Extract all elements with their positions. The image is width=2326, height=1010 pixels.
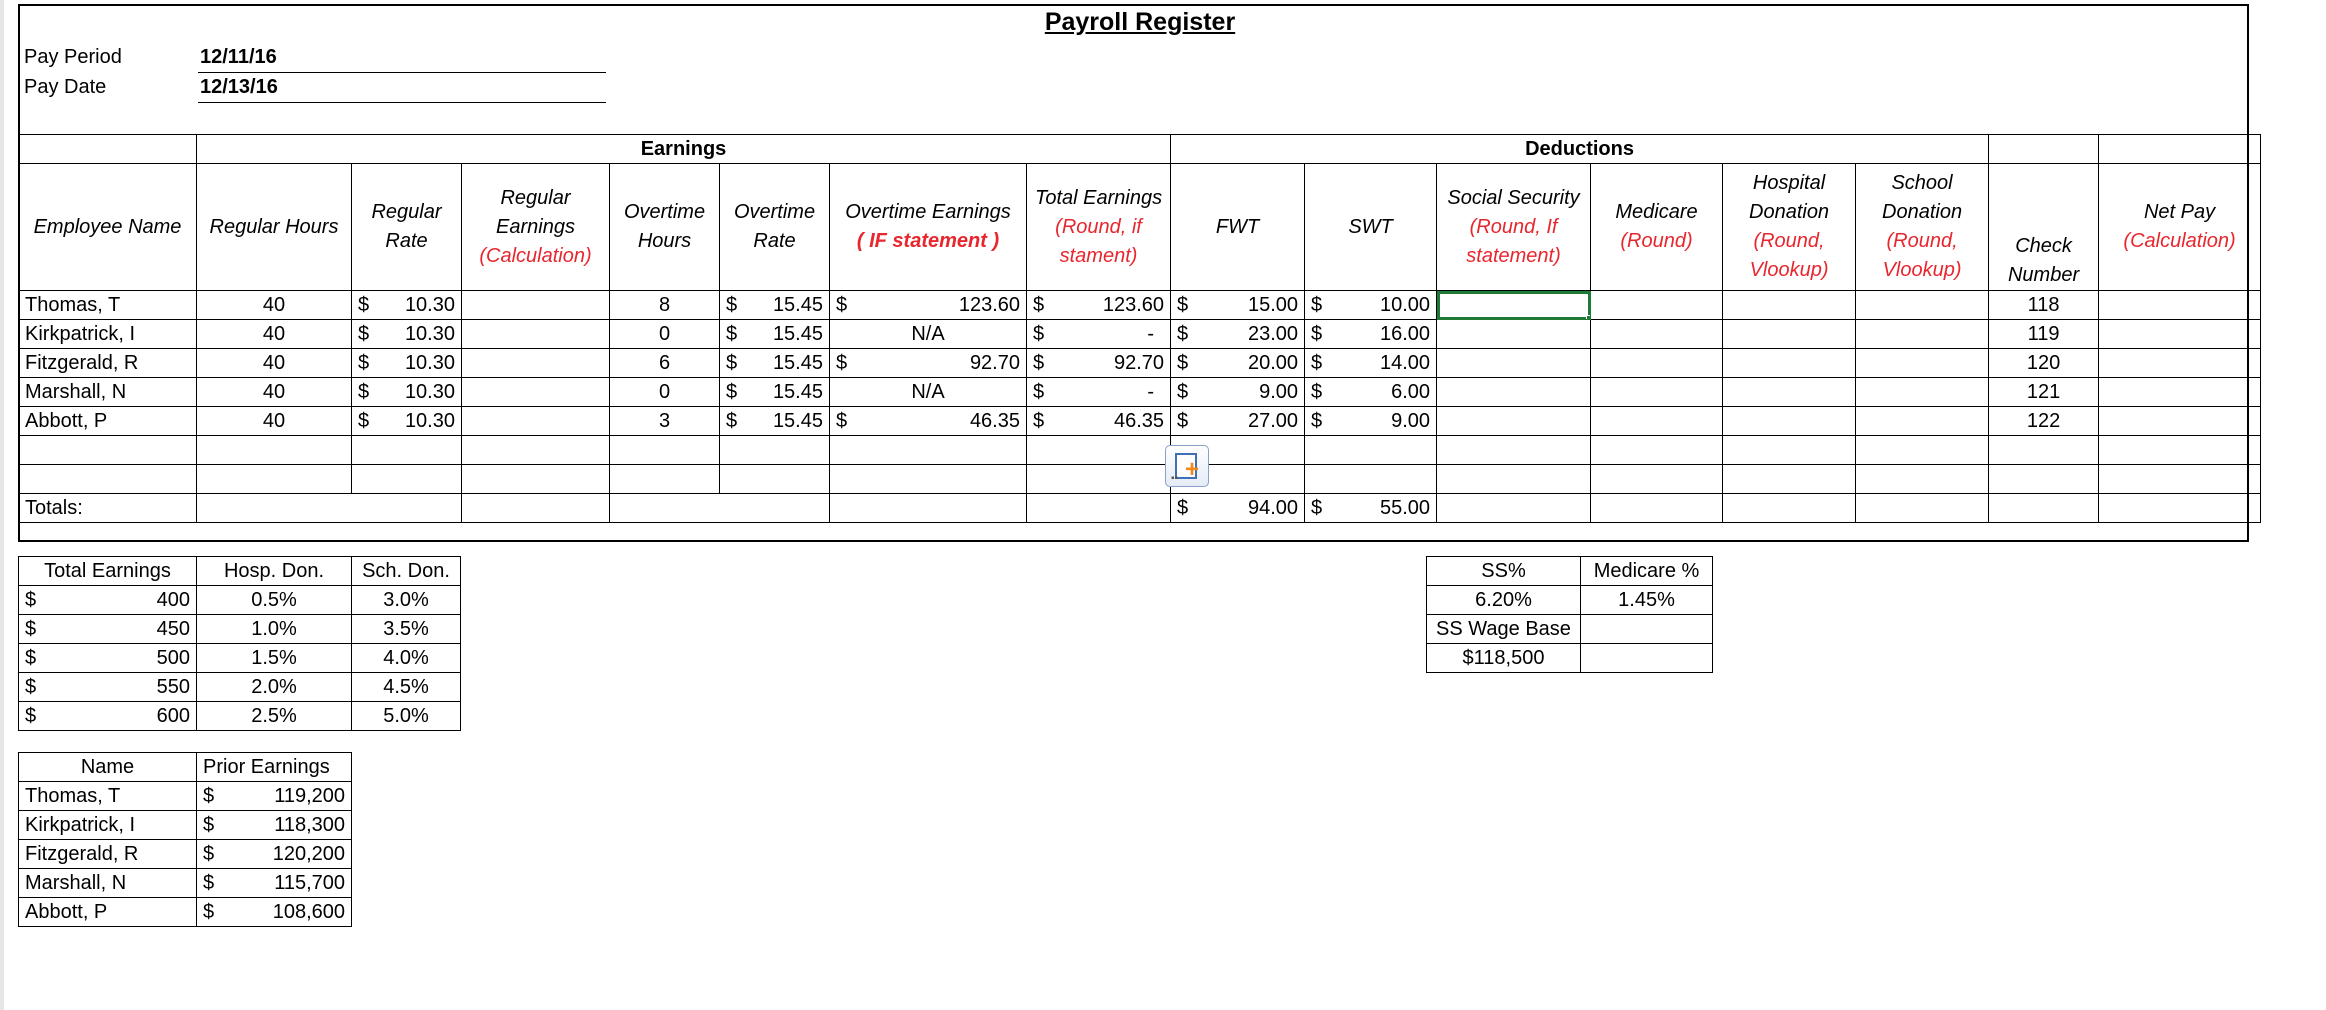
- fwt-cell[interactable]: $ 9.00: [1171, 378, 1305, 407]
- total-fwt[interactable]: $ 94.00: [1171, 494, 1305, 523]
- overtime-earnings-cell[interactable]: $ 92.70: [830, 349, 1027, 378]
- employee-name-cell[interactable]: Thomas, T: [19, 291, 197, 320]
- prior-header-earnings: Prior Earnings: [197, 753, 352, 782]
- pay-period-label: Pay Period: [24, 46, 122, 68]
- prior-amount-cell[interactable]: $ 108,600: [197, 898, 352, 927]
- check-number-cell[interactable]: 120: [1989, 349, 2099, 378]
- regular-rate-cell[interactable]: $ 10.30: [352, 320, 462, 349]
- page-title: Payroll Register: [1044, 8, 1236, 36]
- wage-base-value[interactable]: $118,500: [1427, 644, 1581, 673]
- net-pay-cell[interactable]: [2099, 320, 2261, 349]
- table-row: [19, 378, 2261, 407]
- school-donation-cell[interactable]: [1856, 378, 1989, 407]
- plus-icon: +: [1185, 456, 1200, 483]
- donation-earnings-cell[interactable]: $ 600: [19, 702, 197, 731]
- swt-cell[interactable]: $ 16.00: [1305, 320, 1437, 349]
- table-row: [19, 320, 2261, 349]
- deductions-group-header: Deductions: [1171, 135, 1989, 164]
- swt-cell[interactable]: $ 9.00: [1305, 407, 1437, 436]
- total-regular-earnings[interactable]: [462, 494, 610, 523]
- medicare-cell[interactable]: [1591, 320, 1723, 349]
- overtime-rate-cell[interactable]: $ 15.45: [720, 291, 830, 320]
- total-medicare[interactable]: [1591, 494, 1723, 523]
- overtime-hours-cell[interactable]: 6: [610, 349, 720, 378]
- hospital-donation-cell[interactable]: [1723, 407, 1856, 436]
- header-regular-hours[interactable]: Regular Hours: [197, 164, 352, 291]
- selected-cell[interactable]: [1437, 291, 1591, 320]
- dots-icon: ▪▪: [1171, 473, 1179, 484]
- prior-name-cell[interactable]: Fitzgerald, R: [19, 840, 197, 869]
- overtime-earnings-cell[interactable]: $ 123.60: [830, 291, 1027, 320]
- pay-period-underline: [198, 72, 606, 73]
- prior-name-cell[interactable]: Marshall, N: [19, 869, 197, 898]
- check-number-cell[interactable]: 118: [1989, 291, 2099, 320]
- hospital-donation-cell[interactable]: [1723, 349, 1856, 378]
- donation-earnings-cell[interactable]: $ 550: [19, 673, 197, 702]
- hosp-pct-cell[interactable]: 0.5%: [197, 586, 352, 615]
- overtime-rate-cell[interactable]: $ 15.45: [720, 407, 830, 436]
- table-row: [19, 898, 352, 927]
- regular-rate-cell[interactable]: $ 10.30: [352, 349, 462, 378]
- donation-lookup-table: [18, 556, 461, 731]
- check-number-cell[interactable]: 119: [1989, 320, 2099, 349]
- regular-earnings-cell[interactable]: [462, 349, 610, 378]
- regular-rate-cell[interactable]: $ 10.30: [352, 407, 462, 436]
- overtime-earnings-cell[interactable]: N/A: [830, 320, 1027, 349]
- header-overtime-hours[interactable]: Overtime Hours: [610, 164, 720, 291]
- school-donation-cell[interactable]: [1856, 407, 1989, 436]
- total-social-security[interactable]: [1437, 494, 1591, 523]
- pay-date-label: Pay Date: [24, 76, 107, 98]
- regular-hours-cell[interactable]: 40: [197, 349, 352, 378]
- social-security-cell[interactable]: [1437, 407, 1591, 436]
- header-fwt[interactable]: FWT: [1171, 164, 1305, 291]
- hosp-pct-cell[interactable]: 2.5%: [197, 702, 352, 731]
- regular-rate-cell[interactable]: $ 10.30: [352, 291, 462, 320]
- prior-amount-cell[interactable]: $ 118,300: [197, 811, 352, 840]
- sch-pct-cell[interactable]: 4.0%: [352, 644, 461, 673]
- sch-pct-cell[interactable]: 3.0%: [352, 586, 461, 615]
- ss-pct-value[interactable]: 6.20%: [1427, 586, 1581, 615]
- header-overtime-rate[interactable]: Overtime Rate: [720, 164, 830, 291]
- regular-earnings-cell[interactable]: [462, 320, 610, 349]
- hospital-donation-cell[interactable]: [1723, 320, 1856, 349]
- net-pay-cell[interactable]: [2099, 349, 2261, 378]
- table-row: [19, 782, 352, 811]
- prior-name-cell[interactable]: Kirkpatrick, I: [19, 811, 197, 840]
- table-row: [19, 615, 461, 644]
- paste-options-button[interactable]: [1165, 445, 1209, 487]
- ss-pct-label: SS%: [1427, 557, 1581, 586]
- overtime-rate-cell[interactable]: $ 15.45: [720, 320, 830, 349]
- social-security-cell[interactable]: [1437, 320, 1591, 349]
- total-earnings-cell[interactable]: $ 46.35: [1027, 407, 1171, 436]
- swt-cell[interactable]: $ 6.00: [1305, 378, 1437, 407]
- prior-name-cell[interactable]: Thomas, T: [19, 782, 197, 811]
- header-net-pay[interactable]: Net Pay (Calculation): [2099, 164, 2261, 291]
- regular-hours-cell[interactable]: 40: [197, 320, 352, 349]
- table-row: [19, 673, 461, 702]
- header-hospital-donation[interactable]: Hospital Donation (Round, Vlookup): [1723, 164, 1856, 291]
- pay-period-value[interactable]: 12/11/16: [200, 46, 277, 68]
- total-school-donation[interactable]: [1856, 494, 1989, 523]
- school-donation-cell[interactable]: [1856, 291, 1989, 320]
- header-medicare[interactable]: Medicare (Round): [1591, 164, 1723, 291]
- donation-earnings-cell[interactable]: $ 450: [19, 615, 197, 644]
- total-hospital-donation[interactable]: [1723, 494, 1856, 523]
- overtime-rate-cell[interactable]: $ 15.45: [720, 378, 830, 407]
- column-header-row: [19, 164, 2261, 291]
- medicare-cell[interactable]: [1591, 349, 1723, 378]
- header-total-earnings[interactable]: Total Earnings (Round, if stament): [1027, 164, 1171, 291]
- school-donation-cell[interactable]: [1856, 349, 1989, 378]
- hosp-pct-cell[interactable]: 1.0%: [197, 615, 352, 644]
- table-row: [19, 349, 2261, 378]
- prior-amount-cell[interactable]: $ 115,700: [197, 869, 352, 898]
- pay-date-underline: [198, 102, 606, 103]
- medicare-pct-value[interactable]: 1.45%: [1581, 586, 1713, 615]
- total-earnings-cell[interactable]: $ 123.60: [1027, 291, 1171, 320]
- fill-handle[interactable]: [1586, 315, 1591, 320]
- donation-header-sch: Sch. Don.: [352, 557, 461, 586]
- total-overtime-earnings[interactable]: [830, 494, 1027, 523]
- header-regular-rate[interactable]: Regular Rate: [352, 164, 462, 291]
- regular-rate-cell[interactable]: $ 10.30: [352, 378, 462, 407]
- overtime-earnings-cell[interactable]: N/A: [830, 378, 1027, 407]
- total-total-earnings[interactable]: [1027, 494, 1171, 523]
- wage-base-label: SS Wage Base: [1427, 615, 1581, 644]
- overtime-hours-cell[interactable]: 8: [610, 291, 720, 320]
- medicare-cell[interactable]: [1591, 291, 1723, 320]
- total-net-pay[interactable]: [2099, 494, 2261, 523]
- prior-header-name: Name: [19, 753, 197, 782]
- header-overtime-earnings[interactable]: Overtime Earnings ( IF statement ): [830, 164, 1027, 291]
- blank-row: [19, 465, 2261, 494]
- net-pay-cell[interactable]: [2099, 291, 2261, 320]
- regular-earnings-cell[interactable]: [462, 378, 610, 407]
- row-header-edge: [0, 0, 4, 1010]
- rates-table: [1426, 556, 1713, 673]
- header-regular-earnings[interactable]: Regular Earnings (Calculation): [462, 164, 610, 291]
- hosp-pct-cell[interactable]: 2.0%: [197, 673, 352, 702]
- group-header-row: [19, 135, 2261, 164]
- earnings-group-header: Earnings: [197, 135, 1171, 164]
- sch-pct-cell[interactable]: 5.0%: [352, 702, 461, 731]
- table-row: [19, 586, 461, 615]
- total-earnings-cell[interactable]: $ -: [1027, 378, 1171, 407]
- medicare-cell[interactable]: [1591, 378, 1723, 407]
- employee-name-cell[interactable]: Marshall, N: [19, 378, 197, 407]
- donation-header-row: [19, 557, 461, 586]
- regular-earnings-cell[interactable]: [462, 291, 610, 320]
- check-number-cell[interactable]: 121: [1989, 378, 2099, 407]
- table-row: [19, 644, 461, 673]
- fwt-cell[interactable]: $ 23.00: [1171, 320, 1305, 349]
- regular-hours-cell[interactable]: 40: [197, 407, 352, 436]
- blank-row: [19, 436, 2261, 465]
- employee-name-cell[interactable]: Kirkpatrick, I: [19, 320, 197, 349]
- header-employee-name[interactable]: Employee Name: [19, 164, 197, 291]
- prior-earnings-table: [18, 752, 352, 927]
- table-row: [19, 840, 352, 869]
- prior-amount-cell[interactable]: $ 119,200: [197, 782, 352, 811]
- employee-name-cell[interactable]: Abbott, P: [19, 407, 197, 436]
- prior-amount-cell[interactable]: $ 120,200: [197, 840, 352, 869]
- donation-earnings-cell[interactable]: $ 400: [19, 586, 197, 615]
- header-swt[interactable]: SWT: [1305, 164, 1437, 291]
- social-security-cell[interactable]: [1437, 349, 1591, 378]
- swt-cell[interactable]: $ 14.00: [1305, 349, 1437, 378]
- table-row: [19, 291, 2261, 320]
- net-pay-cell[interactable]: [2099, 407, 2261, 436]
- medicare-pct-label: Medicare %: [1581, 557, 1713, 586]
- hospital-donation-cell[interactable]: [1723, 378, 1856, 407]
- overtime-hours-cell[interactable]: 0: [610, 320, 720, 349]
- overtime-earnings-cell[interactable]: $ 46.35: [830, 407, 1027, 436]
- prior-header-row: [19, 753, 352, 782]
- net-pay-cell[interactable]: [2099, 378, 2261, 407]
- regular-earnings-cell[interactable]: [462, 407, 610, 436]
- sch-pct-cell[interactable]: 3.5%: [352, 615, 461, 644]
- fwt-cell[interactable]: $ 15.00: [1171, 291, 1305, 320]
- donation-earnings-cell[interactable]: $ 500: [19, 644, 197, 673]
- regular-hours-cell[interactable]: 40: [197, 291, 352, 320]
- prior-name-cell[interactable]: Abbott, P: [19, 898, 197, 927]
- totals-label: Totals:: [19, 494, 197, 523]
- school-donation-cell[interactable]: [1856, 320, 1989, 349]
- pay-date-value[interactable]: 12/13/16: [200, 76, 278, 98]
- total-earnings-cell[interactable]: $ 92.70: [1027, 349, 1171, 378]
- total-swt[interactable]: $ 55.00: [1305, 494, 1437, 523]
- fwt-cell[interactable]: $ 20.00: [1171, 349, 1305, 378]
- medicare-cell[interactable]: [1591, 407, 1723, 436]
- payroll-table: [18, 134, 2261, 523]
- header-social-security[interactable]: Social Security (Round, If statement): [1437, 164, 1591, 291]
- swt-cell[interactable]: $ 10.00: [1305, 291, 1437, 320]
- donation-header-hosp: Hosp. Don.: [197, 557, 352, 586]
- overtime-rate-cell[interactable]: $ 15.45: [720, 349, 830, 378]
- header-school-donation[interactable]: School Donation (Round, Vlookup): [1856, 164, 1989, 291]
- header-check-number[interactable]: Check Number: [1989, 164, 2099, 291]
- table-row: [19, 811, 352, 840]
- total-earnings-cell[interactable]: $ -: [1027, 320, 1171, 349]
- regular-hours-cell[interactable]: 40: [197, 378, 352, 407]
- table-row: [19, 869, 352, 898]
- social-security-cell[interactable]: [1437, 378, 1591, 407]
- hospital-donation-cell[interactable]: [1723, 291, 1856, 320]
- table-row: [19, 702, 461, 731]
- totals-row: [19, 494, 2261, 523]
- donation-header-total-earnings: Total Earnings: [19, 557, 197, 586]
- fwt-cell[interactable]: $ 27.00: [1171, 407, 1305, 436]
- hosp-pct-cell[interactable]: 1.5%: [197, 644, 352, 673]
- table-row: [19, 407, 2261, 436]
- check-number-cell[interactable]: 122: [1989, 407, 2099, 436]
- overtime-hours-cell[interactable]: 0: [610, 378, 720, 407]
- employee-name-cell[interactable]: Fitzgerald, R: [19, 349, 197, 378]
- overtime-hours-cell[interactable]: 3: [610, 407, 720, 436]
- sch-pct-cell[interactable]: 4.5%: [352, 673, 461, 702]
